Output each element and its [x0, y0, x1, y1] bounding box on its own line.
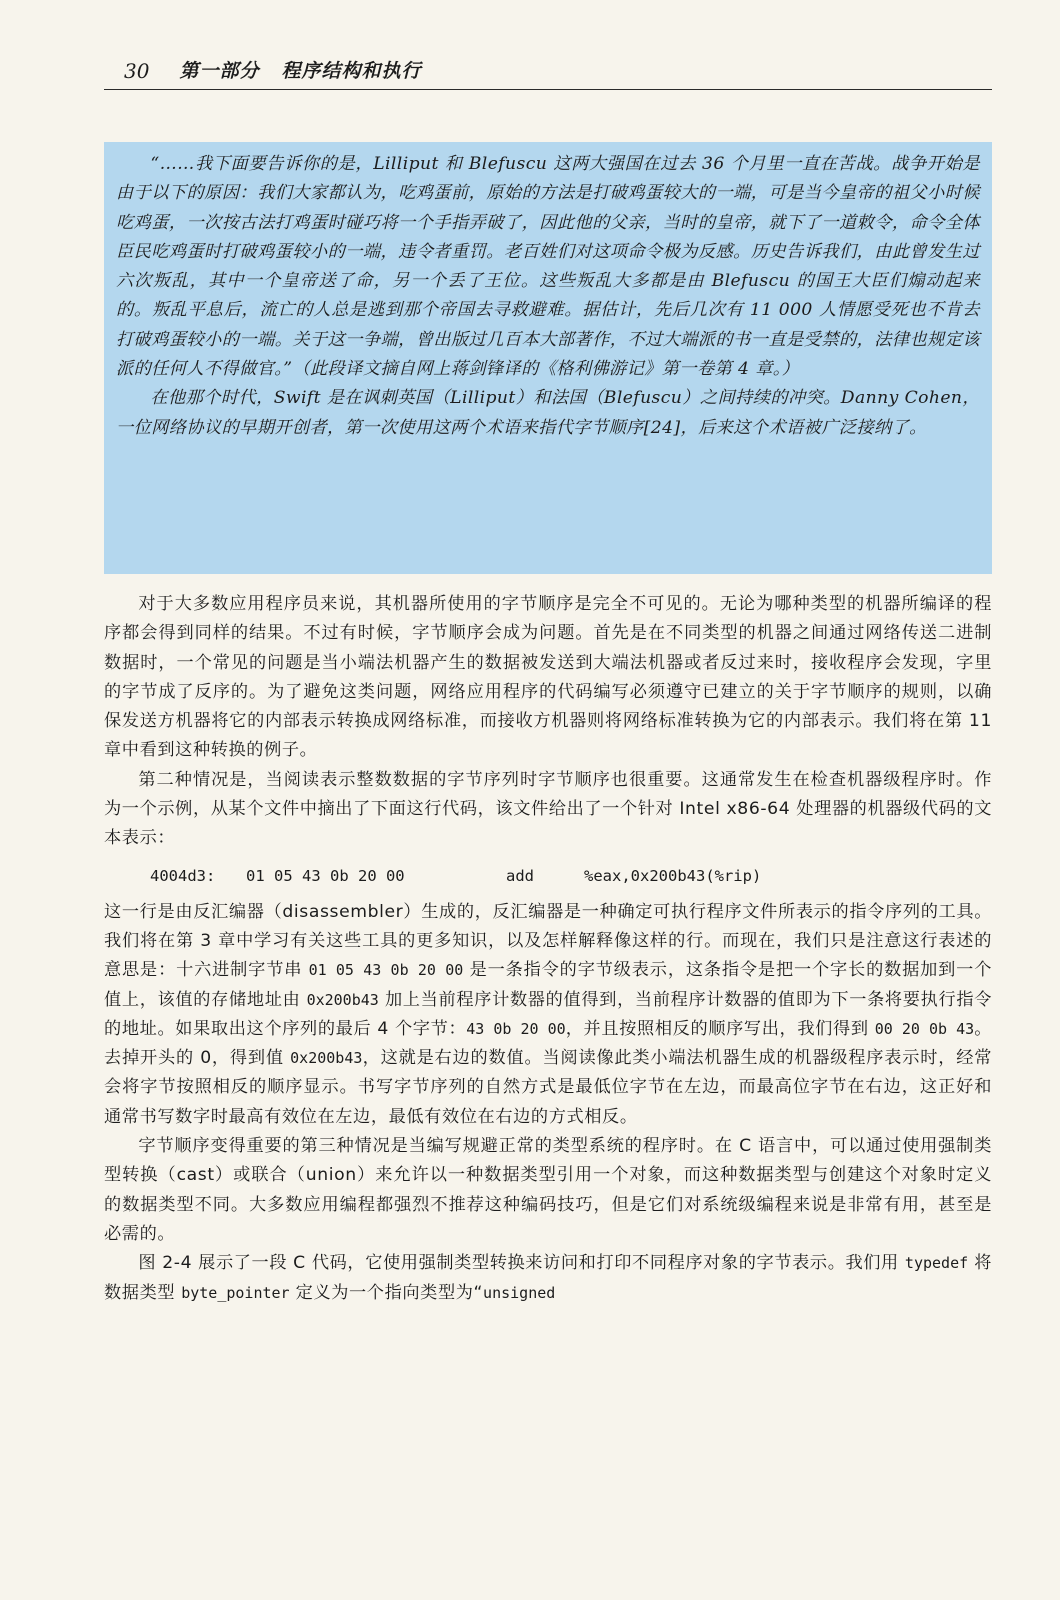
part-label: 第一部分 [179, 60, 260, 82]
code-address: 4004d3: [150, 866, 216, 885]
text-run: 定义为一个指向类型为“ [289, 1282, 484, 1303]
inline-code: 00 20 0b 43 [874, 1019, 975, 1038]
code-opcode: add [506, 866, 534, 885]
inline-code: unsigned [483, 1283, 556, 1302]
body-paragraph-4: 字节顺序变得重要的第三种情况是当编写规避正常的类型系统的程序时。在 C 语言中，可以通过使用强制类型转换（cast）或联合（union）来允许以一种数据类型引用一个对象，而这种数据类型与创建这个对象时定义的数据类型不同。大多数应用编程都强烈不推荐这种编码技巧，但是它们对系统级编程来说是非常有用，甚至是必需的。 [104, 1136, 992, 1244]
body-paragraph-1: 对于大多数应用程序员来说，其机器所使用的字节顺序是完全不可见的。无论为哪种类型的机器所编译的程序都会得到同样的结果。不过有时候，字节顺序会成为问题。首先是在不同类型的机器之间通过网络传送二进制数据时，一个常见的问题是当小端法机器产生的数据被发送到大端法机器或者反过来时，接收程序会发现，字里的字节成了反序的。为了避免这类问题，网络应用程序的代码编写必须遵守已建立的关于字节顺序的规则，以确保发送方机器将它的内部表示转换成网络标准，而接收方机器则将网络标准转换为它的内部表示。我们将在第 11 章中看到这种转换的例子。 [104, 594, 992, 761]
aside-paragraph-2: 在他那个时代，Swift 是在讽刺英国（Lilliput）和法国（Blefuscu）之间持续的冲突。Danny Cohen，一位网络协议的早期开创者，第一次使用这两个术语来指代字节顺序[24]，后来这个术语被广泛接纳了。 [116, 388, 980, 438]
inline-code: typedef [904, 1254, 969, 1273]
text-run: 将数据类型 [104, 1253, 992, 1303]
text-run: 这一行是由反汇编器（disassembler）生成的，反汇编器是一种确定可执行程序文件所表示的指令序列的工具。我们将在第 3 章中学习有关这些工具的更多知识，以及怎样解释像这样的行。而现在，我们只是注意这行表述的意思是：十六进制字节串 [104, 901, 992, 981]
text-run: 。去掉开头的 0，得到值 [104, 1018, 992, 1069]
page-header [104, 54, 992, 90]
inline-code: 0x200b43 [290, 1049, 363, 1068]
code-line [104, 854, 992, 898]
code-operands: %eax,0x200b43(%rip) [584, 866, 762, 885]
text-run: ，并且按照相反的顺序写出，我们得到 [565, 1018, 875, 1039]
aside-paragraph-1: “……我下面要告诉你的是，Lilliput 和 Blefuscu 这两大强国在过去 36 个月里一直在苦战。战争开始是由于以下的原因：我们大家都认为，吃鸡蛋前，原始的方法是打破鸡蛋较大的一端，可是当今皇帝的祖父小时候吃鸡蛋，一次按古法打鸡蛋时碰巧将一个手指弄破了，因此他的父亲，当时的皇帝，就下了一道敕令，命令全体臣民吃鸡蛋时打破鸡蛋较小的一端，违令者重罚。老百姓们对这项命令极为反感。历史告诉我们，由此曾发生过六次叛乱，其中一个皇帝送了命，另一个丢了王位。这些叛乱大多都是由 Blefuscu 的国王大臣们煽动起来的。叛乱平息后，流亡的人总是逃到那个帝国去寻救避难。据估计，先后几次有 11 000 人情愿受死也不肯去打破鸡蛋较小的一端。关于这一争端，曾出版过几百本大部著作，不过大端派的书一直是受禁的，法律也规定该派的任何人不得做官。”（此段译文摘自网上蒋剑锋译的《格利佛游记》第一卷第 4 章。） [116, 154, 980, 380]
body-paragraph-3 [104, 898, 992, 1132]
text-run: 是一条指令的字节级表示，这条指令是把一个字长的数据加到一个值上，该值的存储地址由 [104, 960, 992, 1010]
inline-code: 43 0b 20 00 [466, 1019, 566, 1038]
body-paragraph-2: 第二种情况是，当阅读表示整数数据的字节序列时字节顺序也很重要。这通常发生在检查机器级程序时。作为一个示例，从某个文件中摘出了下面这行代码，该文件给出了一个针对 Intel x86-64 处理器的机器级代码的文本表示： [104, 769, 992, 849]
text-run: 加上当前程序计数器的值得到，当前程序计数器的值即为下一条将要执行指令的地址。如果取出这个序列的最后 4 个字节： [104, 989, 992, 1039]
sidebar-aside-box [104, 142, 992, 574]
text-run: ，这就是右边的数值。当阅读像此类小端法机器生成的机器级程序表示时，经常会将字节按照相反的顺序显示。书写字节序列的自然方式是最低位字节在左边，而最高位字节在右边，这正好和通常书写数字时最高有效位在左边，最低有效位在右边的方式相反。 [104, 1048, 992, 1127]
main-text [104, 590, 992, 1308]
text-run: 图 2-4 展示了一段 C 代码，它使用强制类型转换来访问和打印不同程序对象的字节表示。我们用 [138, 1253, 905, 1274]
page-number: 30 [124, 59, 150, 83]
inline-code: byte_pointer [181, 1283, 290, 1302]
inline-code: 0x200b43 [306, 990, 379, 1009]
inline-code: 01 05 43 0b 20 00 [308, 961, 464, 980]
chapter-title: 程序结构和执行 [281, 60, 422, 82]
code-bytes: 01 05 43 0b 20 00 [246, 866, 405, 885]
body-paragraph-5 [104, 1249, 992, 1308]
